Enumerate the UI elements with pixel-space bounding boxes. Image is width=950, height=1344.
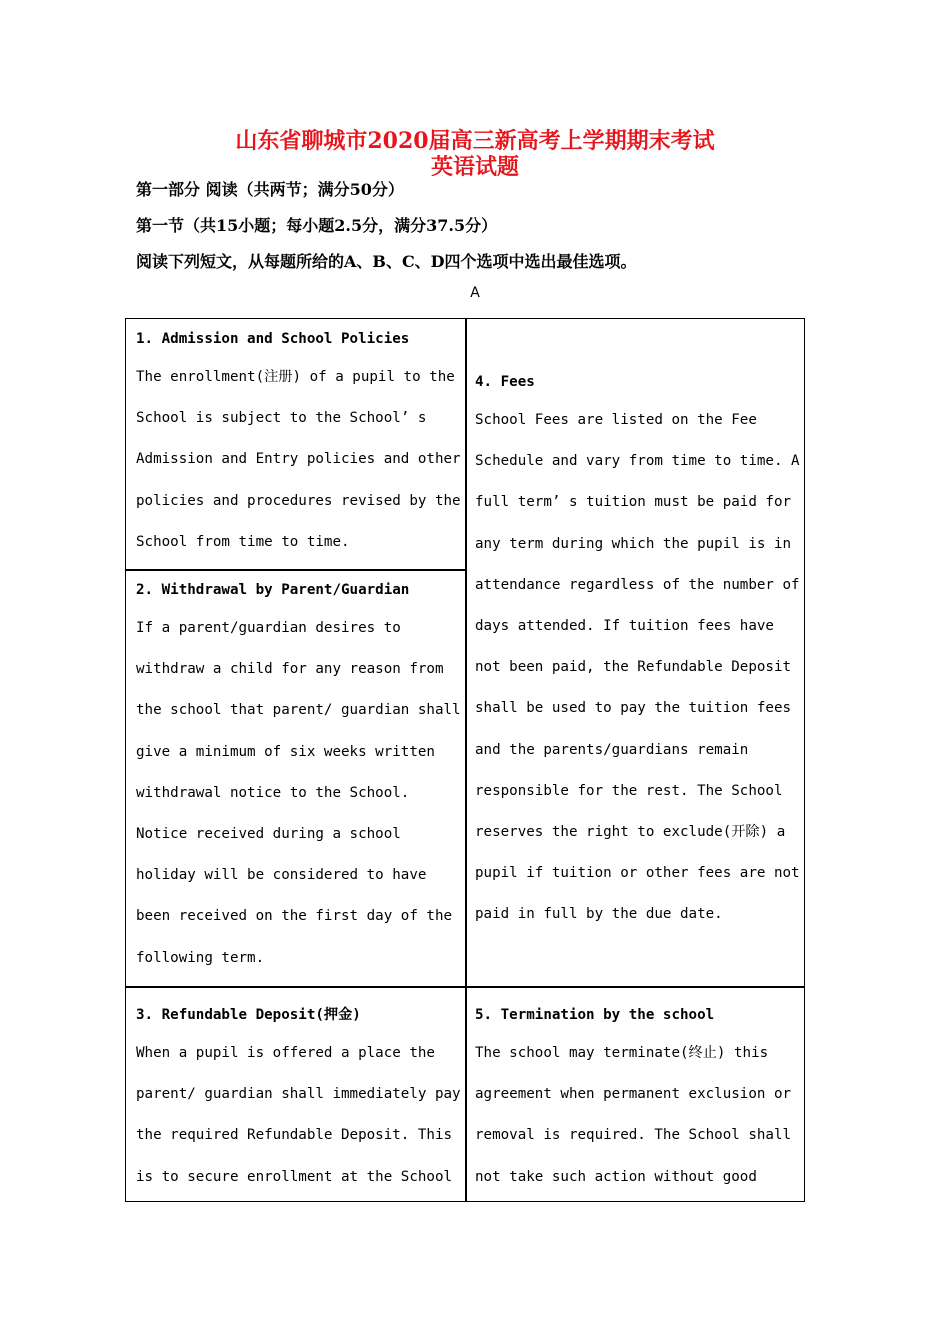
cell-line: the school that parent/ guardian shall	[136, 702, 461, 719]
cell-title: 3. Refundable Deposit(押金)	[136, 1007, 361, 1023]
cell-line: full term’ s tuition must be paid for	[475, 494, 792, 511]
cell-title: 2. Withdrawal by Parent/Guardian	[136, 582, 410, 598]
policy-table	[125, 318, 805, 1202]
cell-line: holiday will be considered to have	[136, 867, 427, 884]
cell-line: Admission and Entry policies and other	[136, 451, 461, 468]
cell-line: Notice received during a school	[136, 825, 401, 842]
cell-line: give a minimum of six weeks written	[136, 743, 435, 760]
cell-line: reserves the right to exclude(开除) a	[475, 823, 786, 840]
passage-label: A	[470, 285, 480, 301]
cell-body	[475, 1033, 791, 1198]
cell-title: 5. Termination by the school	[475, 1007, 715, 1023]
cell-termination	[475, 997, 791, 1198]
cell-line: pupil if tuition or other fees are not	[475, 865, 800, 882]
cell-line: been received on the first day of the	[136, 908, 453, 925]
cell-fees	[475, 364, 800, 935]
cell-line: paid in full by the due date.	[475, 906, 723, 923]
cell-body	[136, 608, 461, 979]
row-divider-full	[126, 986, 804, 988]
cell-line: the required Refundable Deposit. This	[136, 1127, 453, 1144]
part-heading: 第一部分 阅读（共两节；满分50分）	[136, 180, 404, 199]
cell-line: withdrawal notice to the School.	[136, 784, 410, 801]
cell-body	[136, 1033, 461, 1198]
cell-line: The enrollment(注册) of a pupil to the	[136, 369, 455, 385]
cell-line: If a parent/guardian desires to	[136, 620, 401, 636]
cell-withdrawal	[136, 572, 461, 979]
cell-line: School is subject to the School’ s	[136, 410, 427, 427]
cell-line: removal is required. The School shall	[475, 1127, 792, 1144]
title-line-2: 英语试题	[430, 154, 519, 180]
cell-line: policies and procedures revised by the	[136, 492, 461, 509]
section-heading: 第一节（共15小题；每小题2.5分，满分37.5分）	[136, 216, 498, 235]
title-line-1: 山东省聊城市2020届高三新高考上学期期末考试	[235, 128, 715, 154]
cell-body	[475, 400, 800, 935]
cell-line: School Fees are listed on the Fee	[475, 412, 757, 428]
cell-line: not take such action without good	[475, 1168, 757, 1185]
cell-line: agreement when permanent exclusion or	[475, 1086, 792, 1103]
cell-line: shall be used to pay the tuition fees	[475, 700, 792, 717]
instruction-text: 阅读下列短文，从每题所给的A、B、C、D四个选项中选出最佳选项。	[136, 252, 637, 271]
cell-body	[136, 357, 461, 563]
cell-line: following term.	[136, 949, 265, 966]
cell-admission-policies	[136, 321, 461, 563]
row-divider-left	[126, 569, 466, 571]
column-divider	[465, 319, 467, 1201]
cell-line: School from time to time.	[136, 533, 350, 550]
cell-line: The school may terminate(终止) this	[475, 1045, 769, 1061]
cell-line: Schedule and vary from time to time. A	[475, 453, 800, 470]
cell-refundable-deposit	[136, 997, 461, 1198]
cell-line: parent/ guardian shall immediately pay	[136, 1086, 461, 1103]
cell-line: any term during which the pupil is in	[475, 535, 792, 552]
cell-line: not been paid, the Refundable Deposit	[475, 659, 792, 676]
cell-line: is to secure enrollment at the School	[136, 1168, 453, 1185]
cell-line: withdraw a child for any reason from	[136, 661, 444, 678]
cell-title: 4. Fees	[475, 374, 535, 390]
cell-line: days attended. If tuition fees have	[475, 617, 774, 634]
cell-title: 1. Admission and School Policies	[136, 331, 410, 347]
cell-line: When a pupil is offered a place the	[136, 1045, 435, 1061]
cell-line: attendance regardless of the number of	[475, 576, 800, 593]
cell-line: responsible for the rest. The School	[475, 782, 783, 799]
cell-line: and the parents/guardians remain	[475, 741, 749, 758]
